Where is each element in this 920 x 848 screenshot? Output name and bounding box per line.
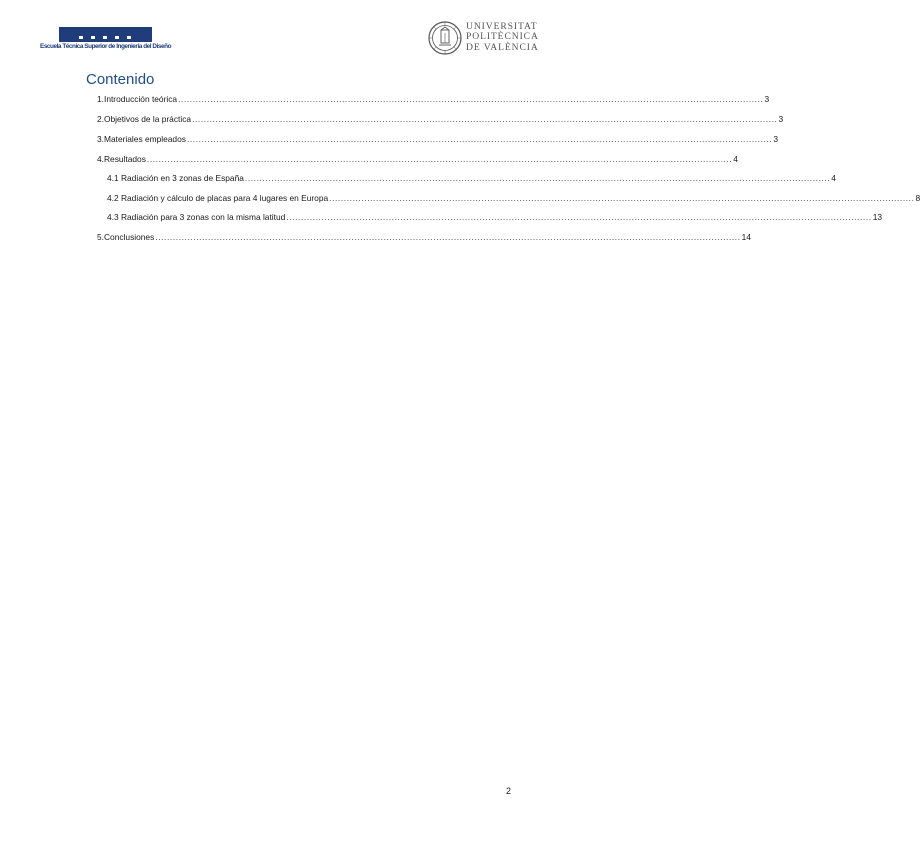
university-seal-icon: [428, 21, 462, 55]
university-name: UNIVERSITAT POLITÈCNICA DE VALÈNCIA: [466, 21, 539, 53]
toc-entry-page: 8: [915, 193, 920, 203]
toc-leader-dots: ........................................................................................................................................................................................................: [178, 94, 764, 104]
toc-entry-label: Conclusiones: [104, 232, 155, 242]
toc-entry-page: 4: [733, 154, 738, 164]
toc-leader-dots: ........................................................................................................................................................................................................: [244, 173, 831, 183]
page-number: 2: [506, 786, 512, 796]
toc-leader-dots: ........................................................................................................................................................................................................: [146, 154, 733, 164]
toc-entry-label: 4.3 Radiación para 3 zonas con la misma latitud: [107, 212, 286, 222]
toc-entry-number: 3.: [97, 134, 104, 144]
toc-entry[interactable]: [97, 92, 770, 106]
toc-entry-number: 1.: [97, 94, 104, 104]
toc-subentry[interactable]: [107, 171, 836, 185]
etsid-logo: [40, 27, 172, 53]
toc-subentry[interactable]: [107, 210, 883, 224]
toc-leader-dots: ........................................................................................................................................................................................................: [286, 212, 872, 222]
toc-entry-label: Resultados: [104, 154, 146, 164]
toc-entry-page: 3: [764, 94, 770, 104]
upv-logo: [428, 21, 538, 55]
toc-entry-label: Materiales empleados: [104, 134, 186, 144]
toc-entry[interactable]: [97, 230, 751, 244]
toc-entry-number: 4.: [97, 154, 104, 164]
logo-bar: [59, 27, 152, 42]
toc-entry-page: 14: [741, 232, 751, 242]
toc-entry-number: 2.: [97, 114, 104, 124]
logo-caption: Escuela Técnica Superior de Ingeniería del Diseño: [40, 43, 172, 50]
toc-leader-dots: ........................................................................................................................................................................................................: [155, 232, 741, 242]
toc-entry-label: 4.1 Radiación en 3 zonas de España: [107, 173, 244, 183]
toc-title: Contenido: [86, 71, 155, 88]
toc-entry-number: 5.: [97, 232, 104, 242]
toc-entry-label: 4.2 Radiación y cálculo de placas para 4 lugares en Europa: [107, 193, 329, 203]
toc-entry-label: Objetivos de la práctica: [104, 114, 192, 124]
toc-entry[interactable]: [97, 132, 778, 146]
toc-entry-page: 3: [778, 114, 784, 124]
toc-entry-page: 13: [872, 212, 883, 222]
toc-leader-dots: ........................................................................................................................................................................................................: [192, 114, 778, 124]
toc-leader-dots: ........................................................................................................................................................................................................: [186, 134, 773, 144]
toc-leader-dots: ........................................................................................................................................................................................................: [329, 193, 915, 203]
toc-subentry[interactable]: [107, 191, 920, 205]
toc-entry-page: 3: [773, 134, 778, 144]
toc-entry[interactable]: [97, 112, 784, 126]
toc-entry-page: 4: [831, 173, 836, 183]
toc-entry[interactable]: [97, 152, 738, 166]
toc-entry-label: Introducción teórica: [104, 94, 178, 104]
